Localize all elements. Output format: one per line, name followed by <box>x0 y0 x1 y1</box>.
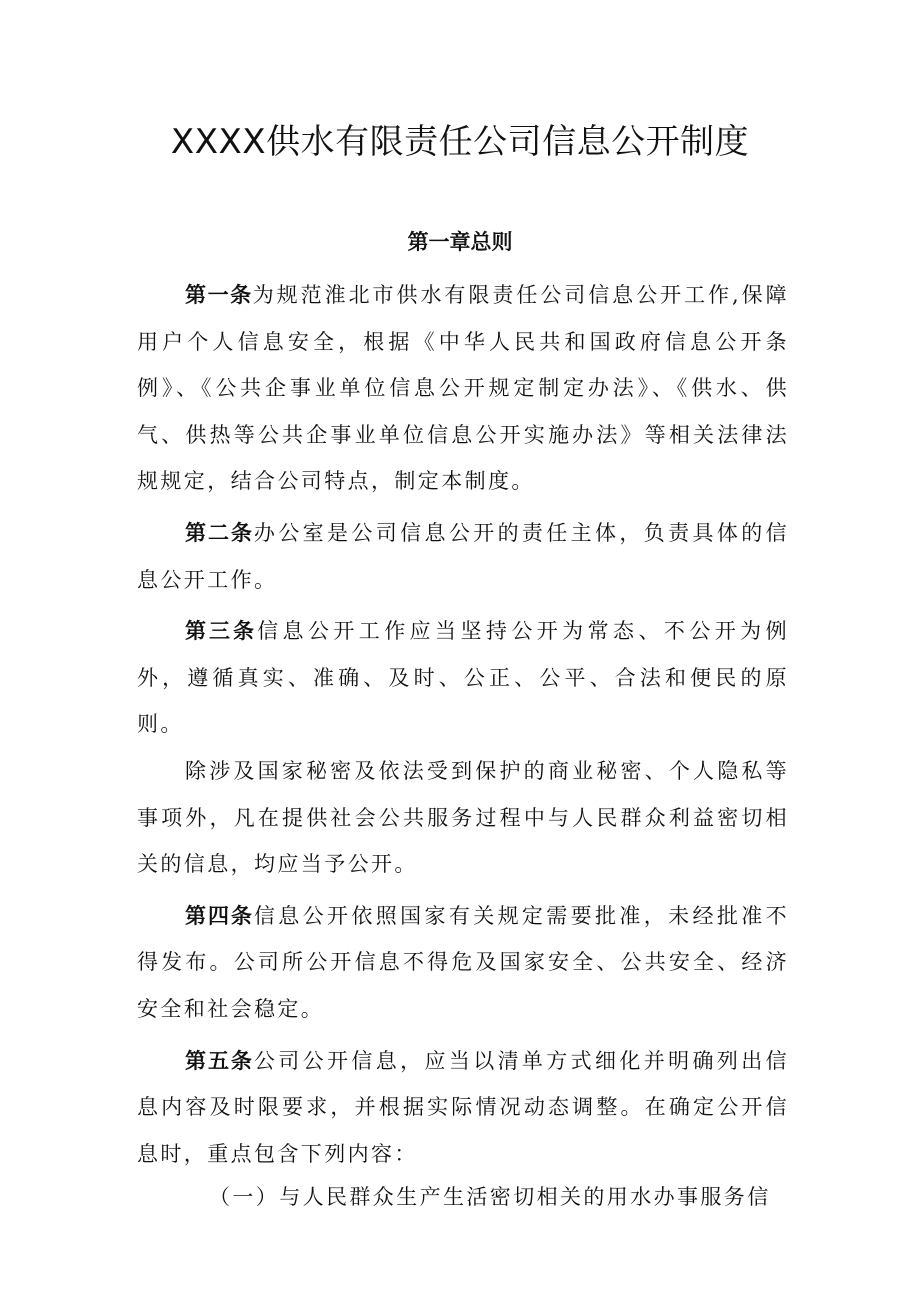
article-label: 第四条 <box>185 903 254 928</box>
article-4 <box>137 893 789 1033</box>
article-3-continued <box>137 748 789 888</box>
article-label: 第二条 <box>185 520 254 545</box>
article-text: 除涉及国家秘密及依法受到保护的商业秘密、个人隐私等事项外，凡在提供社会公共服务过程中与人民群众利益密切相关的信息，均应当予公开。 <box>137 758 789 877</box>
article-label: 第一条 <box>185 283 253 307</box>
article-1 <box>137 272 789 505</box>
article-text: 信息公开工作应当坚持公开为常态、不公开为例外，遵循真实、准确、及时、公正、公平、合法和便民的原则。 <box>137 619 789 737</box>
article-label: 第三条 <box>185 619 258 644</box>
document-body <box>137 272 789 1217</box>
article-text: 公司公开信息，应当以清单方式细化并明确列出信息内容及时限要求，并根据实际情况动态调整。在确定公开信息时，重点包含下列内容： <box>137 1048 789 1166</box>
chapter-heading: 第一章总则 <box>407 230 513 254</box>
list-item: （一）与人民群众生产生活密切相关的用水办事服务信 <box>209 1185 771 1210</box>
document-title: XXXX供水有限责任公司信息公开制度 <box>170 122 750 162</box>
article-3 <box>137 608 789 748</box>
article-text: 信息公开依照国家有关规定需要批准，未经批准不得发布。公司所公开信息不得危及国家安全、公共安全、经济安全和社会稳定。 <box>137 903 789 1021</box>
article-text: 办公室是公司信息公开的责任主体，负责具体的信息公开工作。 <box>137 520 789 592</box>
article-2 <box>137 510 789 603</box>
article-label: 第五条 <box>185 1048 254 1073</box>
article-text: 为规范淮北市供水有限责任公司信息公开工作,保障用户个人信息安全，根据《中华人民共和国政府信息公开条例》、《公共企事业单位信息公开规定制定办法》、《供水、供气、供热等公共企事业单位信息公开实施办法》等相关法律法规规定，结合公司特点，制定本制度。 <box>137 283 790 494</box>
article-5 <box>137 1038 789 1178</box>
